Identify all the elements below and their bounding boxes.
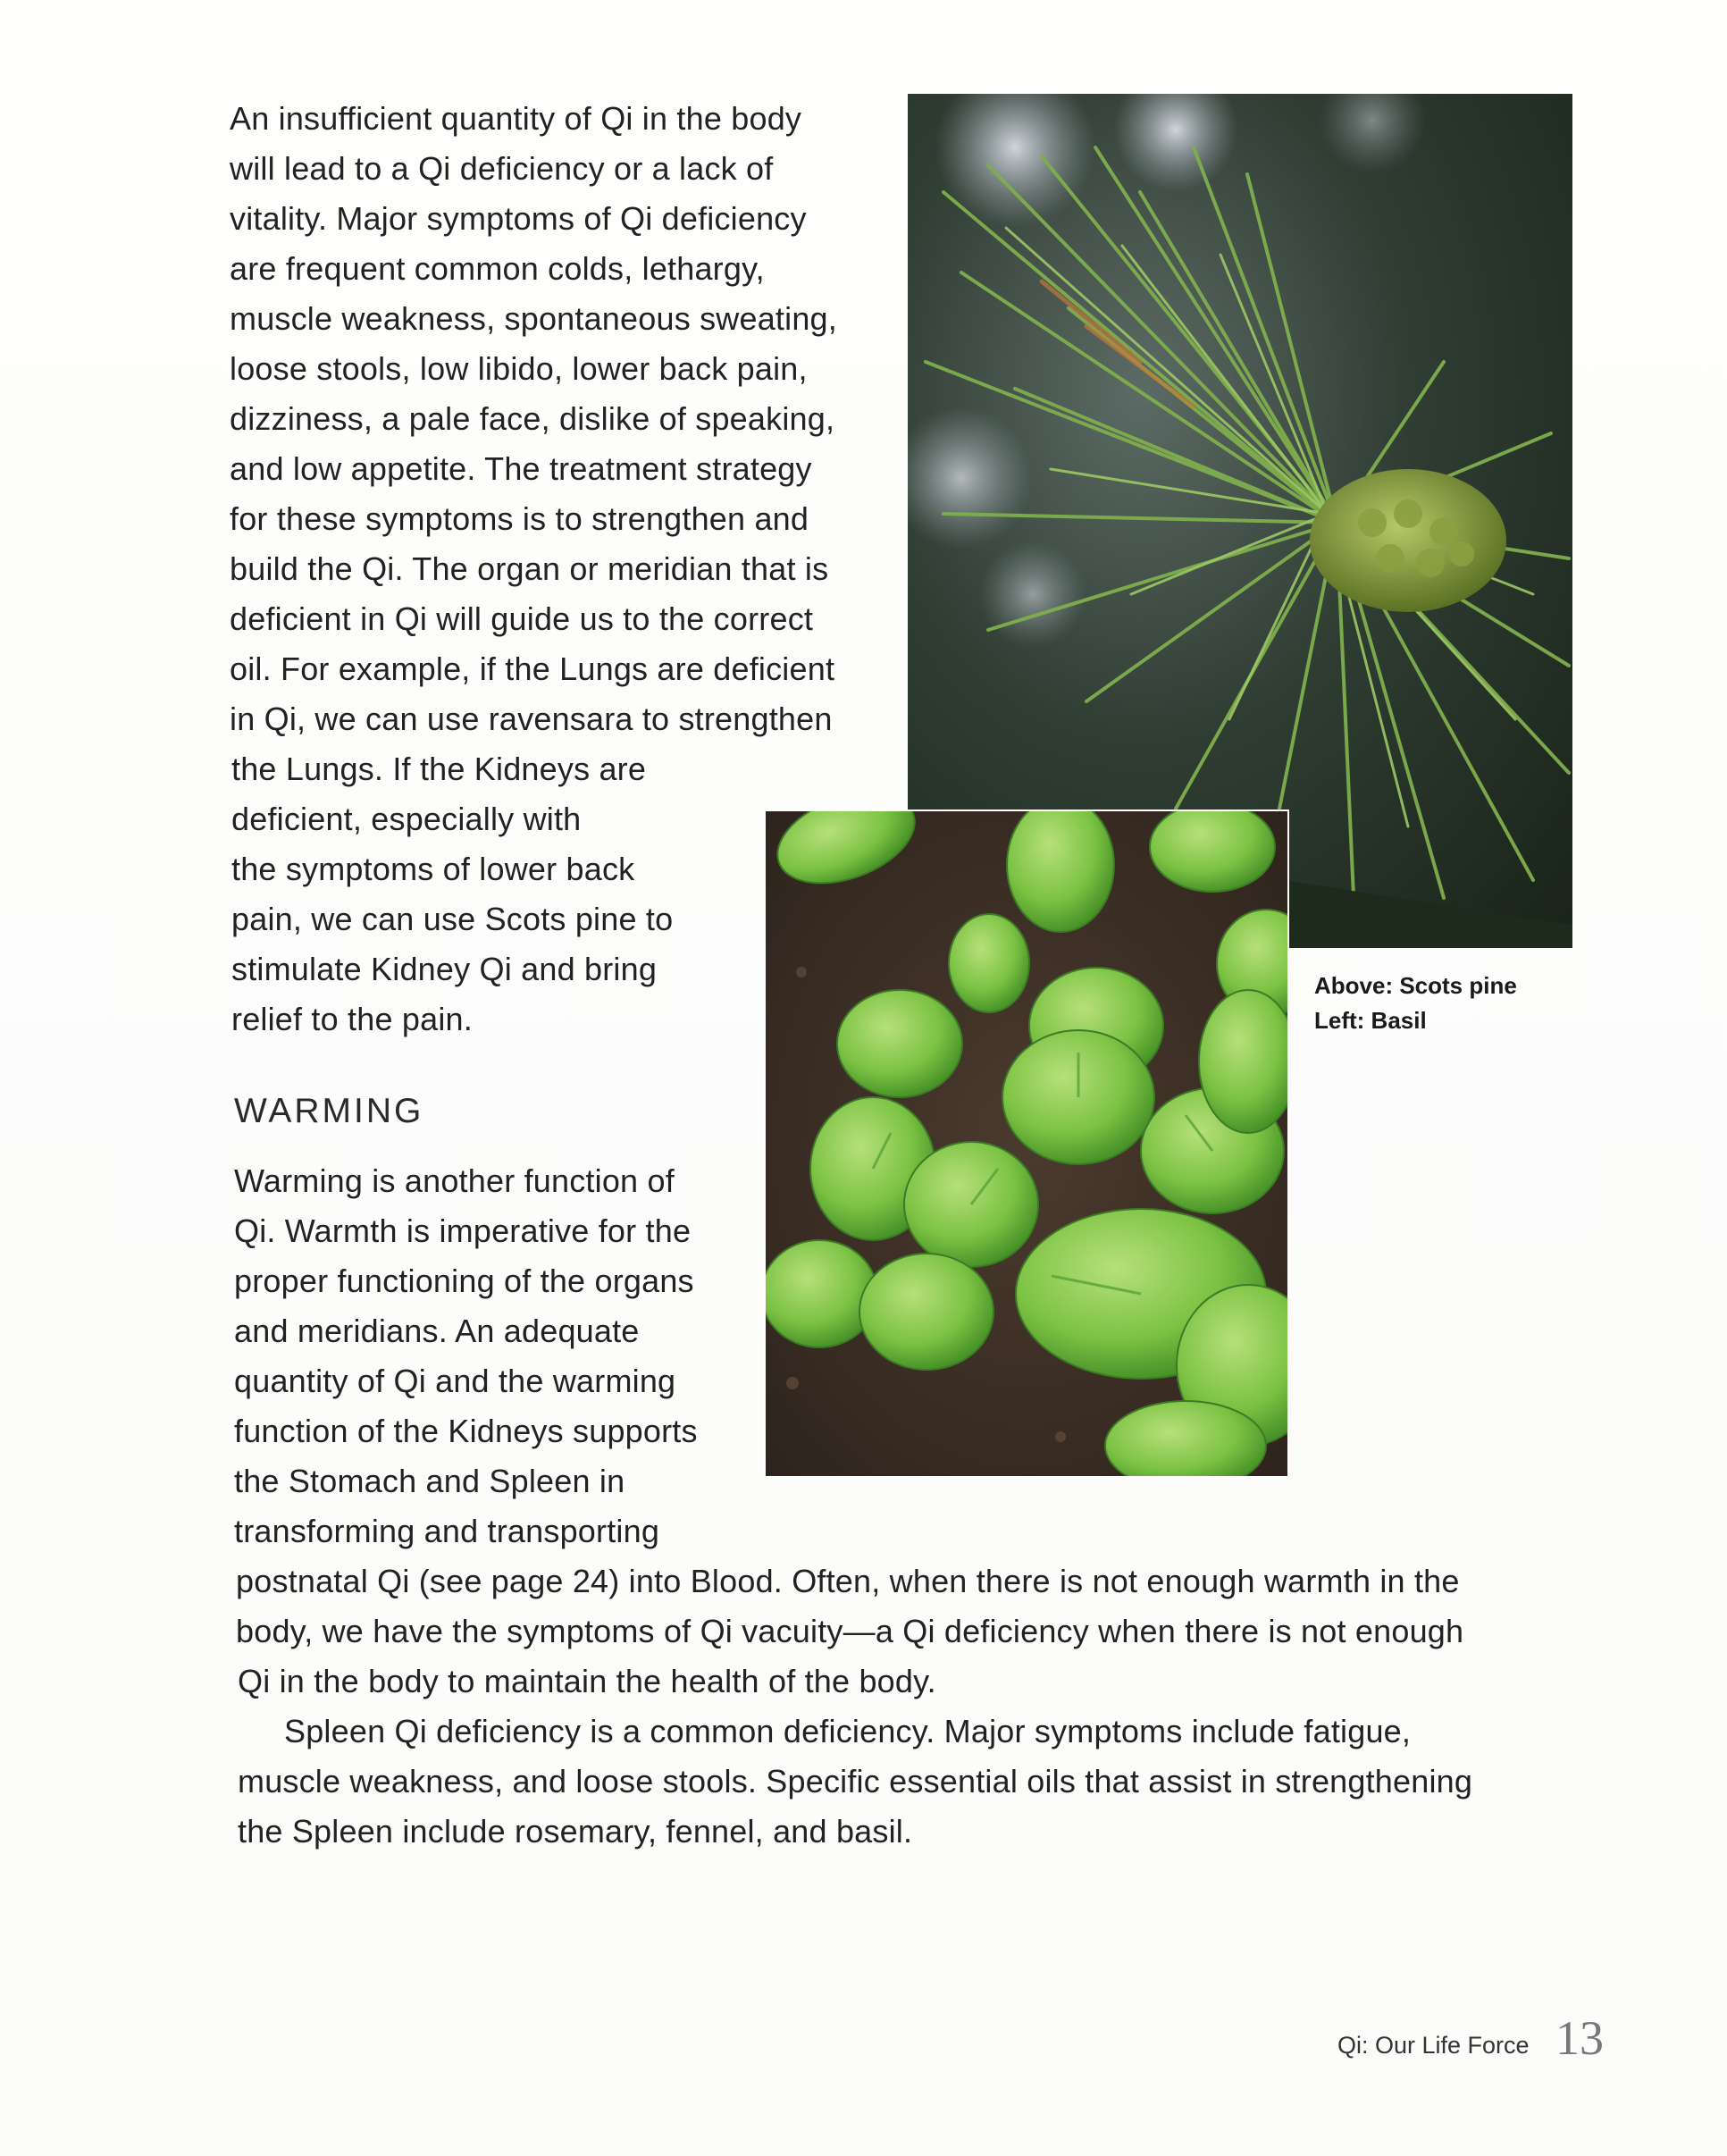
text-line: and meridians. An adequate [234,1313,640,1349]
text-line: stimulate Kidney Qi and bring [231,951,658,987]
text-line: An insufficient quantity of Qi in the body [230,100,802,137]
text-line: deficient, especially with [231,801,582,837]
text-line: Qi in the body to maintain the health of the body. [238,1663,936,1699]
text-line: and low appetite. The treatment strategy [230,450,812,487]
text-line: pain, we can use Scots pine to [231,901,674,937]
page-number: 13 [1555,2011,1604,2065]
text-line: build the Qi. The organ or meridian that is [230,550,829,587]
text-line: oil. For example, if the Lungs are deficient [230,650,835,687]
text-line: vitality. Major symptoms of Qi deficiency [230,200,807,237]
text-line: in Qi, we can use ravensara to strengthen [230,700,833,737]
text-line: muscle weakness, and loose stools. Specific essential oils that assist in strengthening [238,1763,1473,1799]
running-footer-title: Qi: Our Life Force [1337,2032,1530,2059]
text-line: deficient in Qi will guide us to the correct [230,600,814,637]
photo-caption-line-1: Above: Scots pine [1314,972,1517,999]
text-line: the Stomach and Spleen in [234,1463,625,1499]
text-line: transforming and transporting [234,1513,660,1549]
text-line: dizziness, a pale face, dislike of speaking, [230,400,835,437]
text-line: muscle weakness, spontaneous sweating, [230,300,837,337]
text-line: function of the Kidneys supports [234,1413,698,1449]
text-line: will lead to a Qi deficiency or a lack of [230,150,774,187]
basil-photo [764,810,1289,1478]
text-line: the Spleen include rosemary, fennel, and basil. [238,1813,913,1850]
photo-caption-line-2: Left: Basil [1314,1007,1427,1034]
text-line: loose stools, low libido, lower back pain, [230,350,808,387]
text-line: proper functioning of the organs [234,1263,694,1299]
text-line: for these symptoms is to strengthen and [230,500,809,537]
text-line: the Lungs. If the Kidneys are [231,751,647,787]
text-line: Qi. Warmth is imperative for the [234,1212,692,1249]
text-line: the symptoms of lower back [231,851,635,887]
basil-image [766,811,1287,1476]
text-line: Spleen Qi deficiency is a common deficiency. Major symptoms include fatigue, [284,1713,1412,1749]
text-line: are frequent common colds, lethargy, [230,250,765,287]
text-line: quantity of Qi and the warming [234,1363,676,1399]
text-line: body, we have the symptoms of Qi vacuity—a Qi deficiency when there is not enough [236,1613,1464,1649]
text-line: Warming is another function of [234,1162,675,1199]
text-line: postnatal Qi (see page 24) into Blood. Often, when there is not enough warmth in the [236,1563,1460,1599]
text-line: relief to the pain. [231,1001,473,1037]
section-heading: WARMING [234,1092,424,1130]
